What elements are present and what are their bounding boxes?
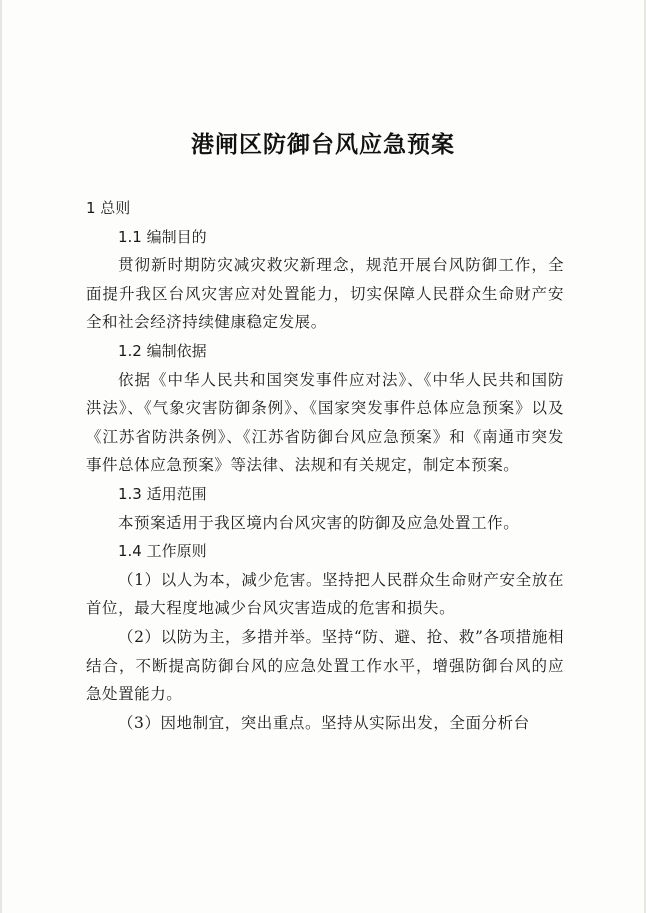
paragraph-basis: 依据《中华人民共和国突发事件应对法》、《中华人民共和国防洪法》、《气象灾害防御条例》、《国家突发事件总体应急预案》以及《江苏省防洪条例》、《江苏省防御台风应急预案》和《南通市突发事件总体应急预案》等法律、法规和有关规定，制定本预案。 [86, 370, 564, 475]
paragraph-principle-1: （1）以人为本，减少危害。坚持把人民群众生命财产安全放在首位，最大程度地减少台风灾害造成的危害和损失。 [86, 570, 564, 618]
section-heading-general: 1 总则 [86, 199, 131, 217]
document-body [86, 194, 564, 737]
paragraph-scope: 本预案适用于我区境内台风灾害的防御及应急处置工作。 [118, 513, 520, 532]
paragraph-purpose: 贯彻新时期防灾减灾救灾新理念，规范开展台风防御工作，全面提升我区台风灾害应对处置能力，切实保障人民群众生命财产安全和社会经济持续健康稳定发展。 [86, 256, 564, 332]
subsection-heading-basis: 1.2 编制依据 [118, 341, 207, 360]
subsection-heading-scope: 1.3 适用范围 [118, 484, 207, 503]
subsection-heading-principles: 1.4 工作原则 [118, 542, 207, 561]
paragraph-principle-3: （3）因地制宜，突出重点。坚持从实际出发，全面分析台 [118, 713, 530, 732]
subsection-heading-purpose: 1.1 编制目的 [118, 227, 207, 246]
document-title: 港闸区防御台风应急预案 [191, 131, 455, 158]
paragraph-principle-2: （2）以防为主，多措并举。坚持“防、避、抢、救”各项措施相结合，不断提高防御台风的应急处置工作水平，增强防御台风的应急处置能力。 [86, 627, 564, 704]
